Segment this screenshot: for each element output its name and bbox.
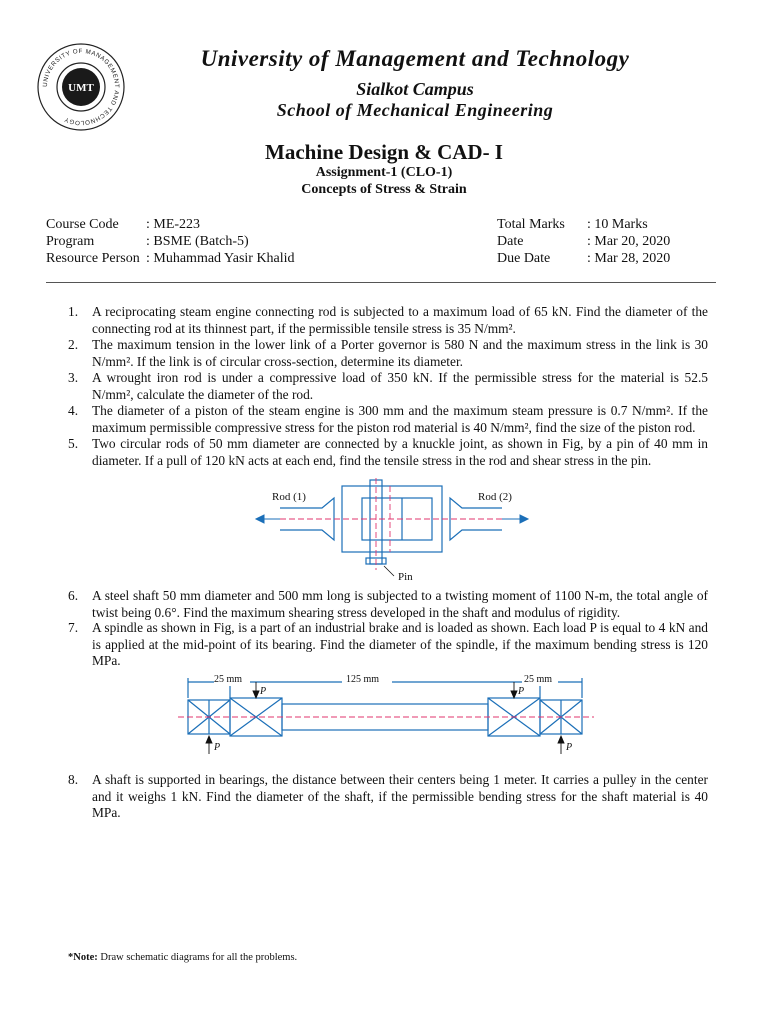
question-text: A reciprocating steam engine connecting rod is subjected to a maximum load of 65 kN. Find the diameter of the connecting rod at its thinnest part, if the permissible tensile stress is 35 N/mm². xyxy=(92,304,708,336)
dim-mid-label: 125 mm xyxy=(346,674,380,685)
course-code-label: Course Code xyxy=(46,217,119,232)
rod-1-label: Rod (1) xyxy=(272,491,306,503)
assignment-title: Assignment-1 (CLO-1) xyxy=(315,165,453,180)
question-2 xyxy=(68,337,708,370)
campus-name: Sialkot Campus xyxy=(356,79,474,99)
reaction-label-left: P xyxy=(214,742,221,753)
school-name: School of Mechanical Engineering xyxy=(276,100,554,120)
question-7 xyxy=(68,620,708,670)
total-marks-label: Total Marks xyxy=(497,217,565,232)
knuckle-joint-figure xyxy=(252,478,532,586)
resource-person-value: : Muhammad Yasir Khalid xyxy=(146,251,295,266)
program-value: : BSME (Batch-5) xyxy=(146,234,249,249)
question-1 xyxy=(68,304,708,337)
right-arrow-icon xyxy=(520,515,528,523)
question-number: 4. xyxy=(68,403,79,418)
question-number: 1. xyxy=(68,304,79,319)
question-6 xyxy=(68,588,708,621)
course-title: Machine Design & CAD- I xyxy=(265,140,503,164)
spindle-figure xyxy=(176,668,596,760)
left-arrow-icon xyxy=(256,515,264,523)
dim-right-label: 25 mm xyxy=(524,674,553,685)
note-text: Draw schematic diagrams for all the problems. xyxy=(100,952,298,963)
question-5 xyxy=(68,436,708,469)
topic-title: Concepts of Stress & Strain xyxy=(301,182,467,197)
question-number: 7. xyxy=(68,620,79,635)
program-label: Program xyxy=(46,234,95,249)
question-number: 6. xyxy=(68,588,79,603)
course-code-value: : ME-223 xyxy=(146,217,201,232)
question-text: A steel shaft 50 mm diameter and 500 mm long is subjected to a twisting moment of 1100 N-m, the total angle of twist being 0.6°. Find the maximum shearing stress developed in the shaft and modulus of rigidity. xyxy=(92,588,708,620)
due-date-value: : Mar 28, 2020 xyxy=(587,251,671,266)
info-right xyxy=(497,216,717,270)
logo-text: UMT xyxy=(68,82,94,94)
date-value: : Mar 20, 2020 xyxy=(587,234,671,249)
question-4 xyxy=(68,403,708,436)
load-arrow-down-right-icon xyxy=(511,691,517,698)
due-date-label: Due Date xyxy=(497,251,551,266)
header-divider xyxy=(46,282,716,283)
dim-left-label: 25 mm xyxy=(214,674,243,685)
date-label: Date xyxy=(497,234,524,249)
question-number: 2. xyxy=(68,337,79,352)
footer-note xyxy=(68,952,297,963)
question-3 xyxy=(68,370,708,403)
question-text: A spindle as shown in Fig, is a part of an industrial brake and is loaded as shown. Each load P is equal to 4 kN and is applied at the mid-point of its bearing. Find the diameter of the spindle, if the maximum bending stress is 120 MPa. xyxy=(92,620,708,668)
load-label-left: P xyxy=(260,686,267,697)
load-label-right: P xyxy=(518,686,525,697)
rod-2-label: Rod (2) xyxy=(478,491,512,503)
question-text: A wrought iron rod is under a compressive load of 350 kN. If the permissible stress for the material is 52.5 N/mm², calculate the diameter of the rod. xyxy=(92,370,708,402)
question-text: Two circular rods of 50 mm diameter are connected by a knuckle joint, as shown in Fig, by a pin of 40 mm in diameter. If a pull of 120 kN acts at each end, find the tensile stress in the rod and shear stress in the pin. xyxy=(92,436,708,468)
info-left xyxy=(46,216,376,270)
note-label: *Note: xyxy=(68,952,98,963)
total-marks-value: : 10 Marks xyxy=(587,217,648,232)
reaction-arrow-up-right-icon xyxy=(558,736,564,743)
load-arrow-down-left-icon xyxy=(253,691,259,698)
question-text: The diameter of a piston of the steam engine is 300 mm and the maximum steam pressure is 0.7 N/mm². If the maximum permissible compressive stress for the piston rod material is 40 N/mm², find the size of the piston rod. xyxy=(92,403,708,435)
question-number: 8. xyxy=(68,772,79,787)
question-number: 5. xyxy=(68,436,79,451)
question-number: 3. xyxy=(68,370,79,385)
question-8 xyxy=(68,772,708,822)
reaction-arrow-up-left-icon xyxy=(206,736,212,743)
resource-person-label: Resource Person xyxy=(46,251,140,266)
question-text: The maximum tension in the lower link of a Porter governor is 580 N and the maximum stress in the link is 30 N/mm². If the link is of circular cross-section, determine its diameter. xyxy=(92,337,708,369)
logo-ring-text: UNIVERSITY OF MANAGEMENT AND TECHNOLOGY xyxy=(41,47,121,127)
university-name: University of Management and Technology xyxy=(200,46,630,71)
rod-2-shape xyxy=(450,498,502,540)
pin-label: Pin xyxy=(398,571,413,583)
reaction-label-right: P xyxy=(566,742,573,753)
question-text: A shaft is supported in bearings, the distance between their centers being 1 meter. It carries a pulley in the center and it weighs 1 kN. Find the diameter of the shaft, if the permissible bending stress for the shaft material is 40 MPa. xyxy=(92,772,708,820)
